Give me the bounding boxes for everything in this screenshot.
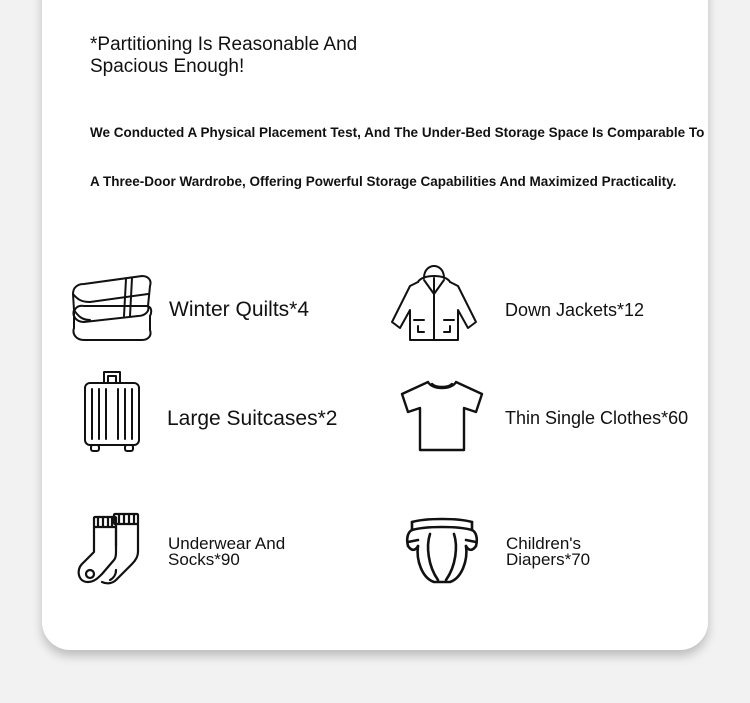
socks-icon	[76, 512, 142, 586]
item-label-thin-single-clothes: Thin Single Clothes*60	[505, 408, 689, 428]
description-line-1: We Conducted A Physical Placement Test, And The Under-Bed Storage Space Is Comparable To	[90, 125, 705, 140]
section-title: *Partitioning Is Reasonable And Spacious Enough!	[90, 34, 358, 77]
description-line-2: A Three-Door Wardrobe, Offering Powerful Storage Capabilities And Maximized Practicality.	[90, 174, 677, 189]
quilt-icon	[68, 272, 156, 346]
suitcase-icon	[82, 369, 142, 455]
item-label-down-jackets: Down Jackets*12	[505, 300, 645, 320]
item-label-winter-quilts: Winter Quilts*4	[169, 298, 310, 321]
t-shirt-icon	[400, 380, 484, 452]
down-jacket-icon	[388, 264, 480, 344]
item-label-childrens-diapers: Children's Diapers*70	[506, 534, 591, 569]
item-label-underwear-socks: Underwear And Socks*90	[168, 534, 286, 569]
item-label-large-suitcases: Large Suitcases*2	[167, 407, 338, 430]
diaper-icon	[404, 516, 480, 586]
